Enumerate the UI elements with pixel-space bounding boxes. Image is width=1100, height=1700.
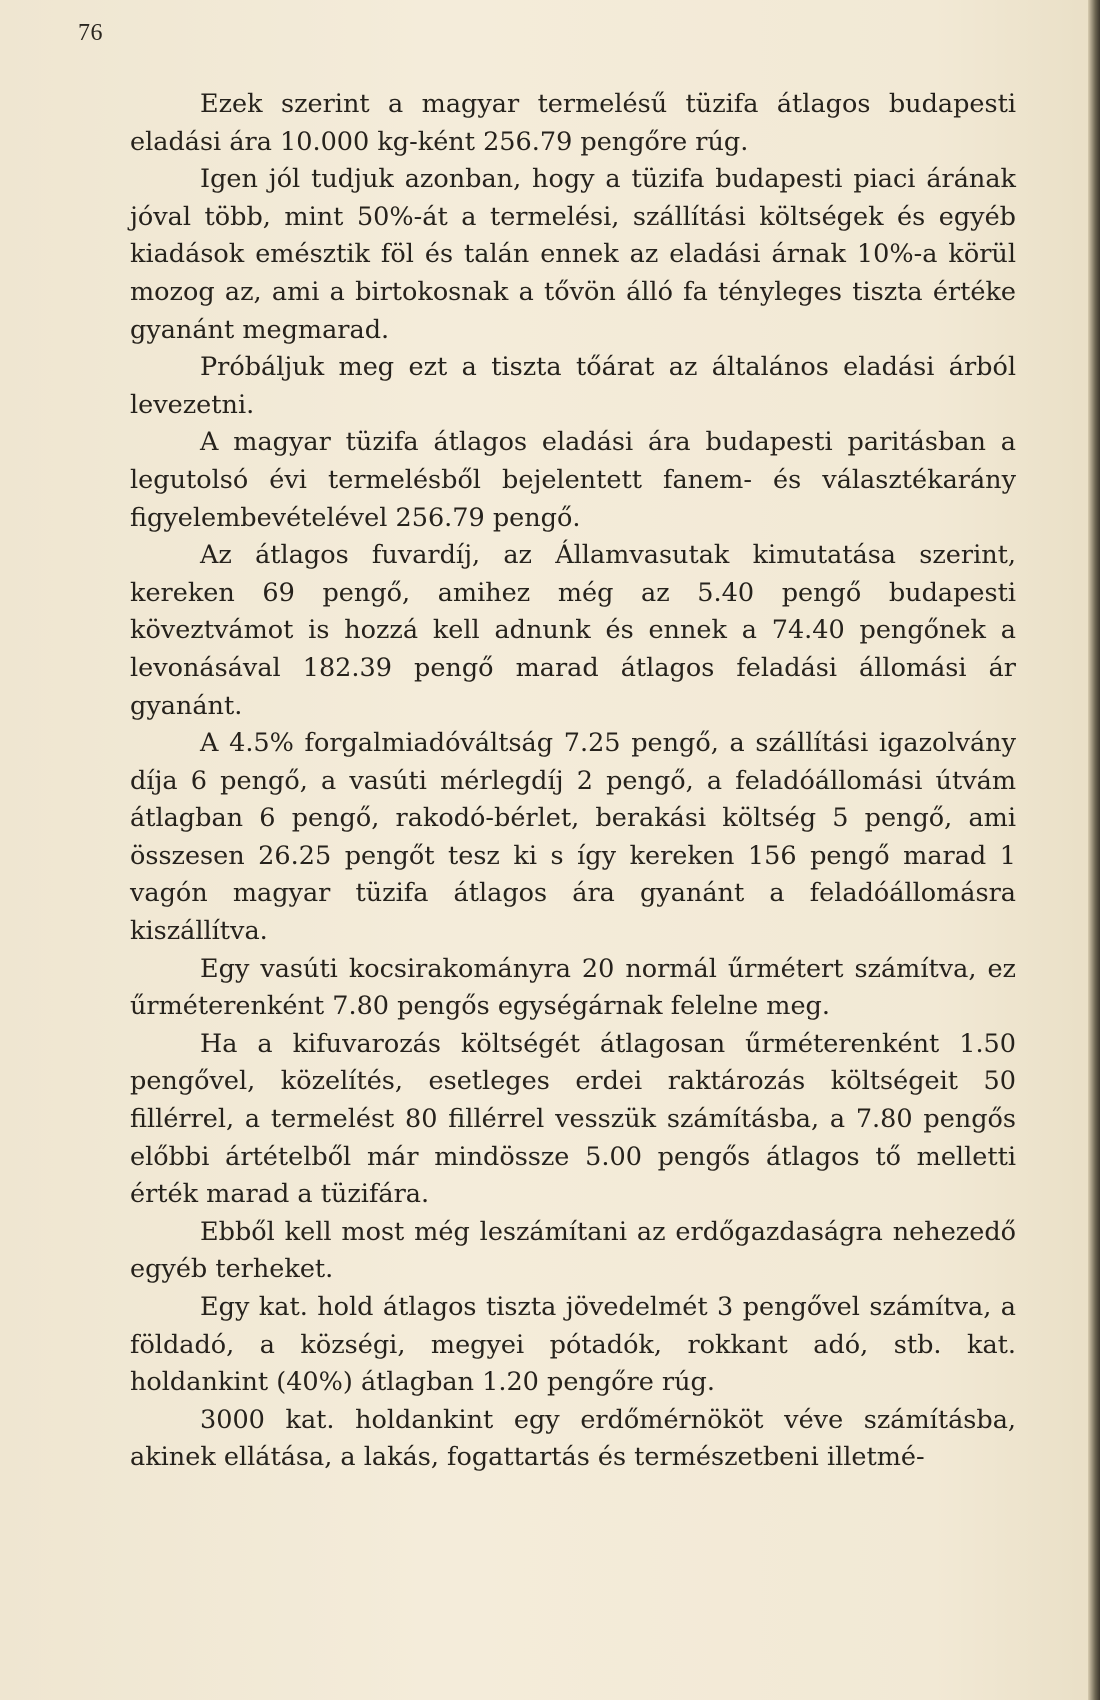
paragraph-9: Ebből kell most még leszámítani az erdőgazdaságra nehezedő egyéb terheket. (130, 1216, 1016, 1285)
page-number: 76 (78, 20, 103, 46)
paragraph-5: Az átlagos fuvardíj, az Államvasutak kimutatása szerint, kereken 69 pengő, amihez még az 5.40 pengő budapesti köveztvámot is hozzá kell adnunk és ennek a 74.40 pengőnek a levonásával 182.39 pengő marad átlagos feladási állomási ár gyanánt. (130, 540, 1016, 721)
paragraph-6: A 4.5% forgalmiadóváltság 7.25 pengő, a szállítási igazolvány díja 6 pengő, a vasúti mérlegdíj 2 pengő, a feladóállomási útvám átlagban 6 pengő, rakodó-bérlet, berakási költség 5 pengő, ami összesen 26.25 pengőt tesz ki s így kereken 156 pengő marad 1 vagón magyar tüzifa átlagos ára gyanánt a feladóállomásra kiszállítva. (130, 728, 1016, 947)
paragraph-11: 3000 kat. holdankint egy erdőmérnököt véve számításba, akinek ellátása, a lakás, fogattartás és természetbeni illetmé- (130, 1404, 1016, 1473)
body-text (130, 86, 1016, 1477)
paragraph-3: Próbáljuk meg ezt a tiszta tőárat az általános eladási árból levezetni. (130, 352, 1016, 420)
paragraph-10: Egy kat. hold átlagos tiszta jövedelmét 3 pengővel számítva, a földadó, a községi, megyei pótadók, rokkant adó, stb. kat. holdankint (40%) átlagban 1.20 pengőre rúg. (130, 1292, 1016, 1398)
paragraph-4: A magyar tüzifa átlagos eladási ára budapesti paritásban a legutolsó évi termelésből bejelentett fanem- és választékarány figyelembevételével 256.79 pengő. (130, 427, 1016, 533)
paragraph-7: Egy vasúti kocsirakományra 20 normál űrmétert számítva, ez űrméterenként 7.80 pengős egységárnak felelne meg. (130, 953, 1016, 1022)
paragraph-2: Igen jól tudjuk azonban, hogy a tüzifa budapesti piaci árának jóval több, mint 50%-át a termelési, szállítási költségek és egyéb kiadások emésztik föl és talán ennek az eladási árnak 10%-a körül mozog az, ami a birtokosnak a tővön álló fa tényleges tiszta értéke gyanánt megmarad. (130, 164, 1016, 345)
paragraph-8: Ha a kifuvarozás költségét átlagosan űrméterenként 1.50 pengővel, közelítés, esetleges erdei raktározás költségeit 50 fillérrel, a termelést 80 fillérrel vesszük számításba, a 7.80 pengős előbbi ártételből már mindössze 5.00 pengős átlagos tő melletti érték marad a tüzifára. (130, 1028, 1016, 1210)
page-edge-shadow (1088, 0, 1100, 1700)
paragraph-1: Ezek szerint a magyar termelésű tüzifa átlagos budapesti eladási ára 10.000 kg-ként 256.79 pengőre rúg. (130, 89, 1016, 157)
